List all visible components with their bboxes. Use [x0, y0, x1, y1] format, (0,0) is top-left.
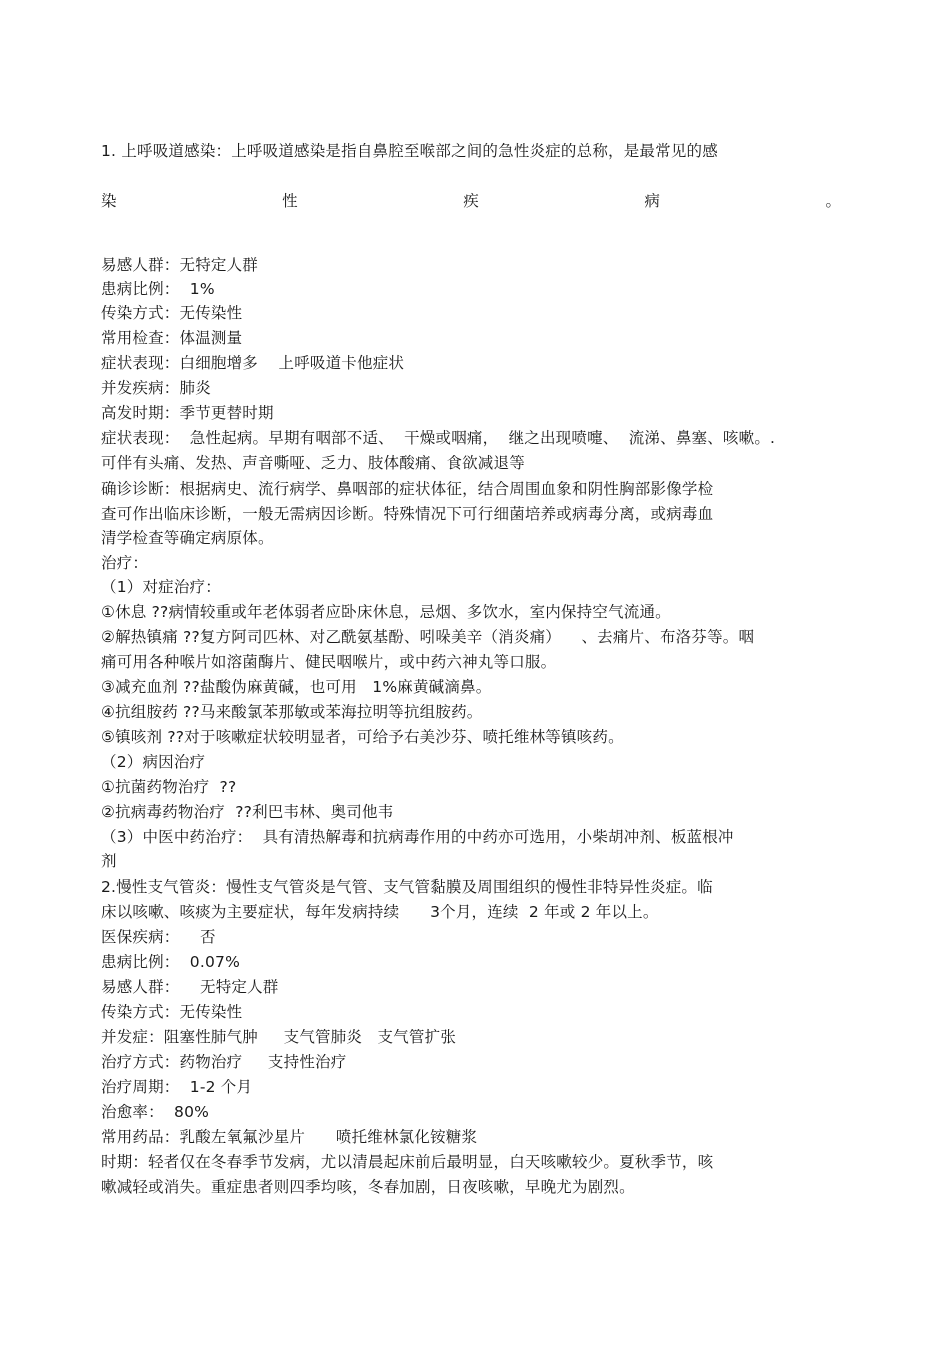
text-line: 常用检查：体温测量 [101, 329, 243, 347]
text-line: 治疗方式：药物治疗 支持性治疗 [101, 1053, 347, 1071]
text-line: 并发症：阻塞性肺气肿 支气管肺炎 支气管扩张 [101, 1028, 457, 1046]
text-line: 患病比例： 1% [101, 280, 215, 298]
text-line: ④抗组胺药 ??马来酸氯苯那敏或苯海拉明等抗组胺药。 [101, 703, 483, 721]
text-line: 痛可用各种喉片如溶菌酶片、健民咽喉片，或中药六神丸等口服。 [101, 653, 557, 671]
text-line: 传染方式：无传染性 [101, 1003, 243, 1021]
text-line: 查可作出临床诊断，一般无需病因诊断。特殊情况下可行细菌培养或病毒分离，或病毒血 [101, 505, 714, 523]
text-line: ②抗病毒药物治疗 ??利巴韦林、奥司他韦 [101, 803, 394, 821]
heading-char: 。 [825, 192, 841, 210]
text-line: 治愈率： 80% [101, 1103, 210, 1121]
text-line: 患病比例： 0.07% [101, 953, 240, 971]
text-line: （3）中医中药治疗： 具有清热解毒和抗病毒作用的中药亦可选用，小柴胡冲剂、板蓝根冲 [101, 828, 734, 846]
heading-char: 染 [101, 192, 117, 210]
text-line: 剂 [101, 852, 117, 870]
text-line: 症状表现：白细胞增多 上呼吸道卡他症状 [101, 354, 405, 372]
text-line: 清学检查等确定病原体。 [101, 529, 274, 547]
text-line: 常用药品：乳酸左氧氟沙星片 喷托维林氯化铵糖浆 [101, 1128, 478, 1146]
text-line: 治疗周期： 1-2 个月 [101, 1078, 253, 1096]
text-line: 床以咳嗽、咳痰为主要症状，每年发病持续 3个月，连续 2 年或 2 年以上。 [101, 903, 659, 921]
text-line: 时期：轻者仅在冬春季节发病，尤以清晨起床前后最明显，白天咳嗽较少。夏秋季节，咳 [101, 1153, 714, 1171]
text-line: ②解热镇痛 ??复方阿司匹林、对乙酰氨基酚、吲哚美辛（消炎痛） 、去痛片、布洛芬等。咽 [101, 628, 755, 646]
text-line: ①抗菌药物治疗 ?? [101, 778, 237, 796]
text-line: 医保疾病： 否 [101, 928, 216, 946]
heading-char: 性 [282, 192, 298, 210]
text-line: ⑤镇咳剂 ??对于咳嗽症状较明显者，可给予右美沙芬、喷托维林等镇咳药。 [101, 728, 624, 746]
text-line: （2）病因治疗 [101, 753, 206, 771]
text-line: 可伴有头痛、发热、声音嘶哑、乏力、肢体酸痛、食欲减退等 [101, 454, 525, 472]
text-line: 传染方式：无传染性 [101, 304, 243, 322]
section-1-heading: 1. 上呼吸道感染：上呼吸道感染是指自鼻腔至喉部之间的急性炎症的总称，是最常见的感 [101, 142, 718, 160]
text-line: 易感人群：无特定人群 [101, 256, 259, 274]
text-line: 症状表现： 急性起病。早期有咽部不适、 干燥或咽痛， 继之出现喷嚏、 流涕、鼻塞、咳嗽。. [101, 429, 776, 447]
text-line: 嗽减轻或消失。重症患者则四季均咳，冬春加剧，日夜咳嗽，早晚尤为剧烈。 [101, 1178, 635, 1196]
section-2-heading: 2.慢性支气管炎：慢性支气管炎是气管、支气管黏膜及周围组织的慢性非特异性炎症。临 [101, 878, 713, 896]
text-line: 确诊诊断：根据病史、流行病学、鼻咽部的症状体征，结合周围血象和阴性胸部影像学检 [101, 480, 714, 498]
text-line: ③减充血剂 ??盐酸伪麻黄碱，也可用 1%麻黄碱滴鼻。 [101, 678, 492, 696]
text-line: ①休息 ??病情较重或年老体弱者应卧床休息，忌烟、多饮水，室内保持空气流通。 [101, 603, 671, 621]
section-1-heading-continuation [101, 191, 841, 211]
text-line: （1）对症治疗： [101, 578, 221, 596]
text-line: 并发疾病：肺炎 [101, 379, 211, 397]
heading-char: 病 [644, 192, 660, 210]
text-line: 高发时期：季节更替时期 [101, 404, 274, 422]
heading-char: 疾 [463, 192, 479, 210]
text-line: 治疗： [101, 554, 149, 572]
text-line: 易感人群： 无特定人群 [101, 978, 279, 996]
